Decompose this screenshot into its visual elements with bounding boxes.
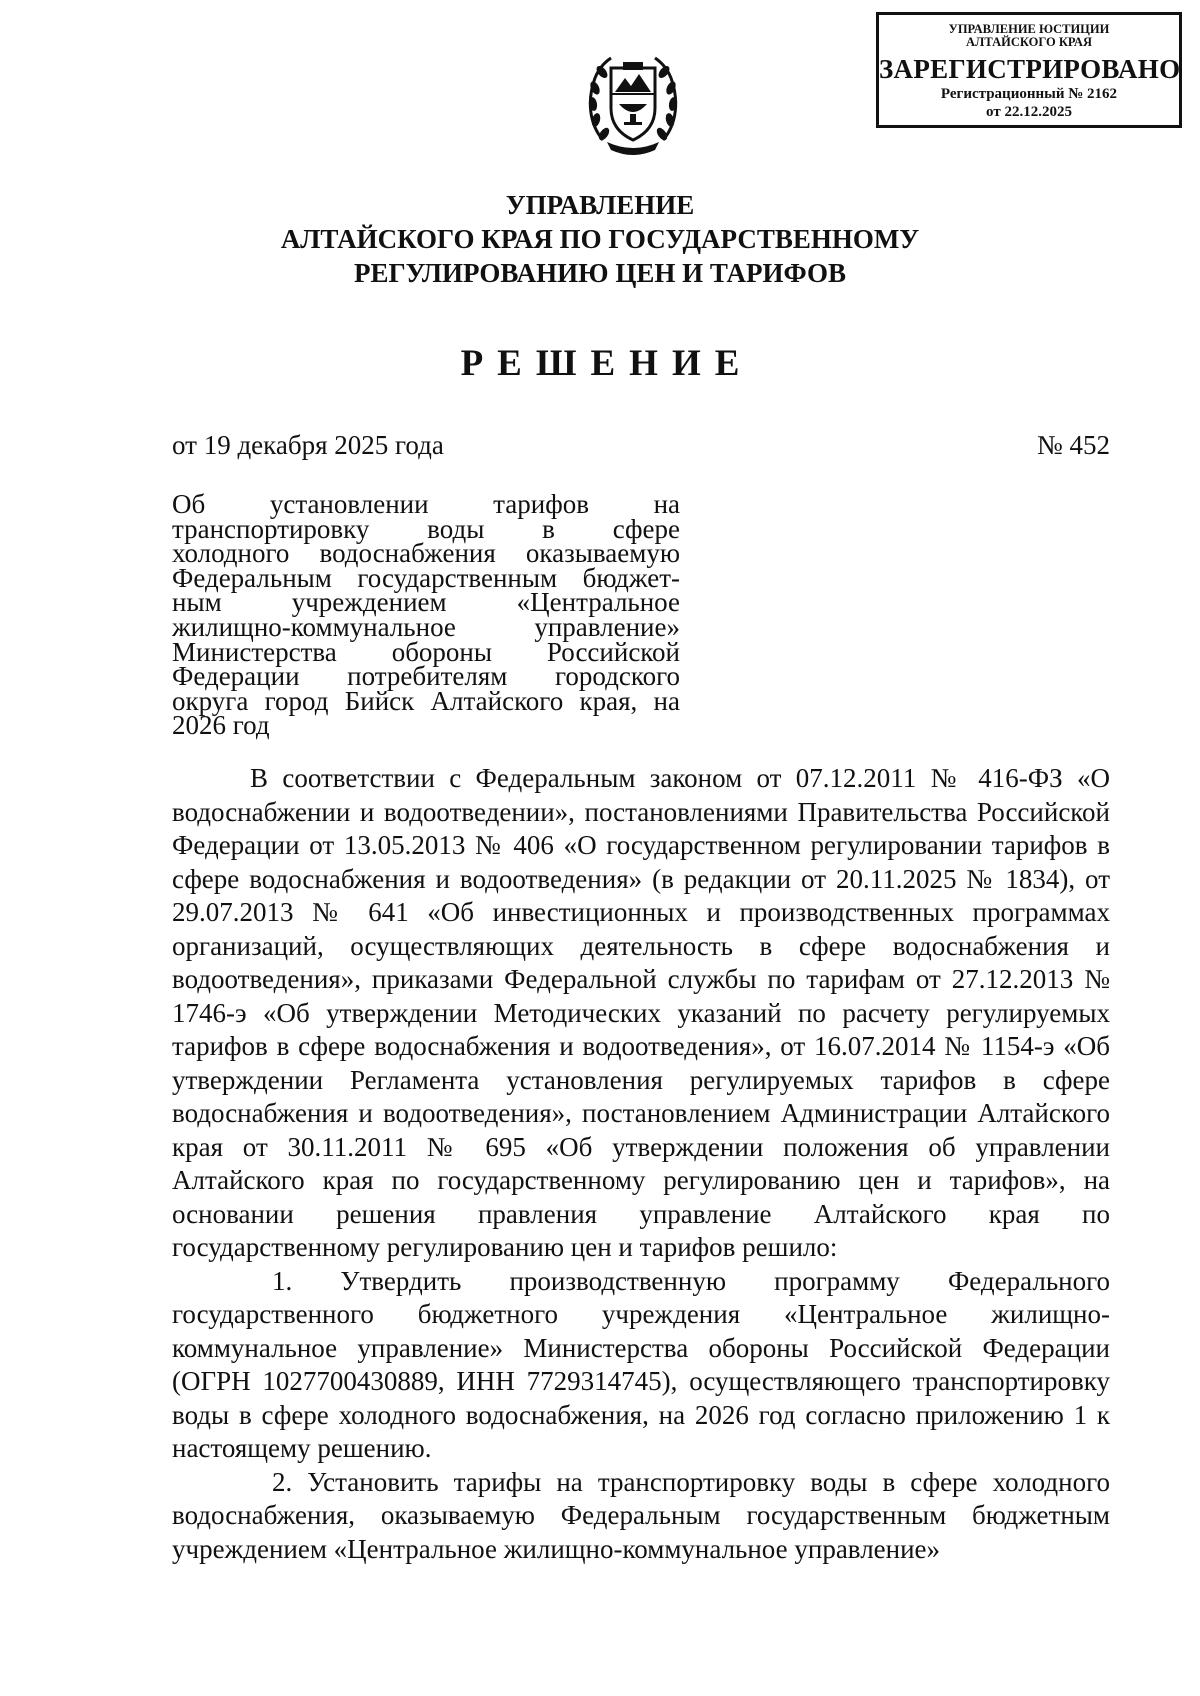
subject-line: ным учреждением «Центральное xyxy=(172,587,680,618)
subject-line: Федеральным государственным бюджет- xyxy=(172,562,680,593)
subject-line: транспортировку воды в сфере xyxy=(172,513,680,544)
issuing-authority xyxy=(0,188,1200,290)
org-line-2: АЛТАЙСКОГО КРАЯ ПО ГОСУДАРСТВЕННОМУ xyxy=(280,224,920,254)
decision-subject xyxy=(172,489,680,741)
decision-body xyxy=(172,762,1110,1566)
org-line-1: УПРАВЛЕНИЕ xyxy=(505,190,695,220)
subject-line: округа город Бийск Алтайского края, на xyxy=(172,685,680,716)
document-type-title: РЕШЕНИЕ xyxy=(460,343,754,384)
subject-line: Об установлении тарифов на xyxy=(172,489,680,519)
stamp-status: ЗАРЕГИСТРИРОВАНО xyxy=(879,54,1181,84)
subject-line: холодного водоснабжения оказываемую xyxy=(172,538,680,569)
stamp-reg-number: Регистрационный № 2162 xyxy=(940,86,1118,102)
preamble-paragraph: В соответствии с Федеральным законом от 07.12.2011 № 416-ФЗ «О водоснабжении и водоотведении», постановлениями Правительства Российской Федерации от 13.05.2013 № 406 «О государственном регулировании тарифов в сфере водоснабжения и водоотведения» (в редакции от 20.11.2025 № 1834), от 29.07.2013 № 641 «Об инвестиционных и производственных программах организаций, осуществляющих деятельность в сфере водоснабжения и водоотведения», приказами Федеральной службы по тарифам от 27.12.2013 № 1746-э «Об утверждении Методических указаний по расчету регулируемых тарифов в сфере водоснабжения и водоотведения», от 16.07.2014 № 1154-э «Об утверждении Регламента установления регулируемых тарифов в сфере водоснабжения и водоотведения», постановлением Администрации Алтайского края от 30.11.2011 № 695 «Об утверждении положения об управлении Алтайского края по государственному регулированию цен и тарифов», на основании решения правления управление Алтайского края по государственному регулированию цен и тарифов решило: xyxy=(172,763,1110,1262)
decision-date: от 19 декабря 2025 года xyxy=(172,430,444,460)
registration-stamp xyxy=(876,12,1182,128)
stamp-reg-date: от 22.12.2025 xyxy=(986,104,1072,120)
clause-1: 1. Утвердить производственную программу Федерального государственного бюджетного учреждения «Центральное жилищно-коммунальное управление» Министерства обороны Российской Федерации (ОГРН 1027700430889, ИНН 7729314745), осуществляющего транспортировку воды в сфере холодного водоснабжения, на 2026 год согласно приложению 1 к настоящему решению. xyxy=(172,1265,1110,1463)
subject-line: 2026 год xyxy=(172,710,270,741)
stamp-authority-line1: УПРАВЛЕНИЕ ЮСТИЦИИ xyxy=(948,22,1110,36)
coat-of-arms-icon xyxy=(585,48,681,160)
stamp-authority-line2: АЛТАЙСКОГО КРАЯ xyxy=(966,35,1092,49)
subject-line: Федерации потребителям городского xyxy=(172,661,680,692)
subject-line: жилищно-коммунальное управление» xyxy=(172,611,680,642)
subject-line: Министерства обороны Российской xyxy=(172,636,680,667)
decision-number: № 452 xyxy=(1036,430,1110,460)
clause-2: 2. Установить тарифы на транспортировку воды в сфере холодного водоснабжения, оказываемую Федеральным государственным бюджетным учреждением «Центральное жилищно-коммунальное управление» xyxy=(172,1466,1110,1564)
org-line-3: РЕГУЛИРОВАНИЮ ЦЕН И ТАРИФОВ xyxy=(353,258,847,288)
